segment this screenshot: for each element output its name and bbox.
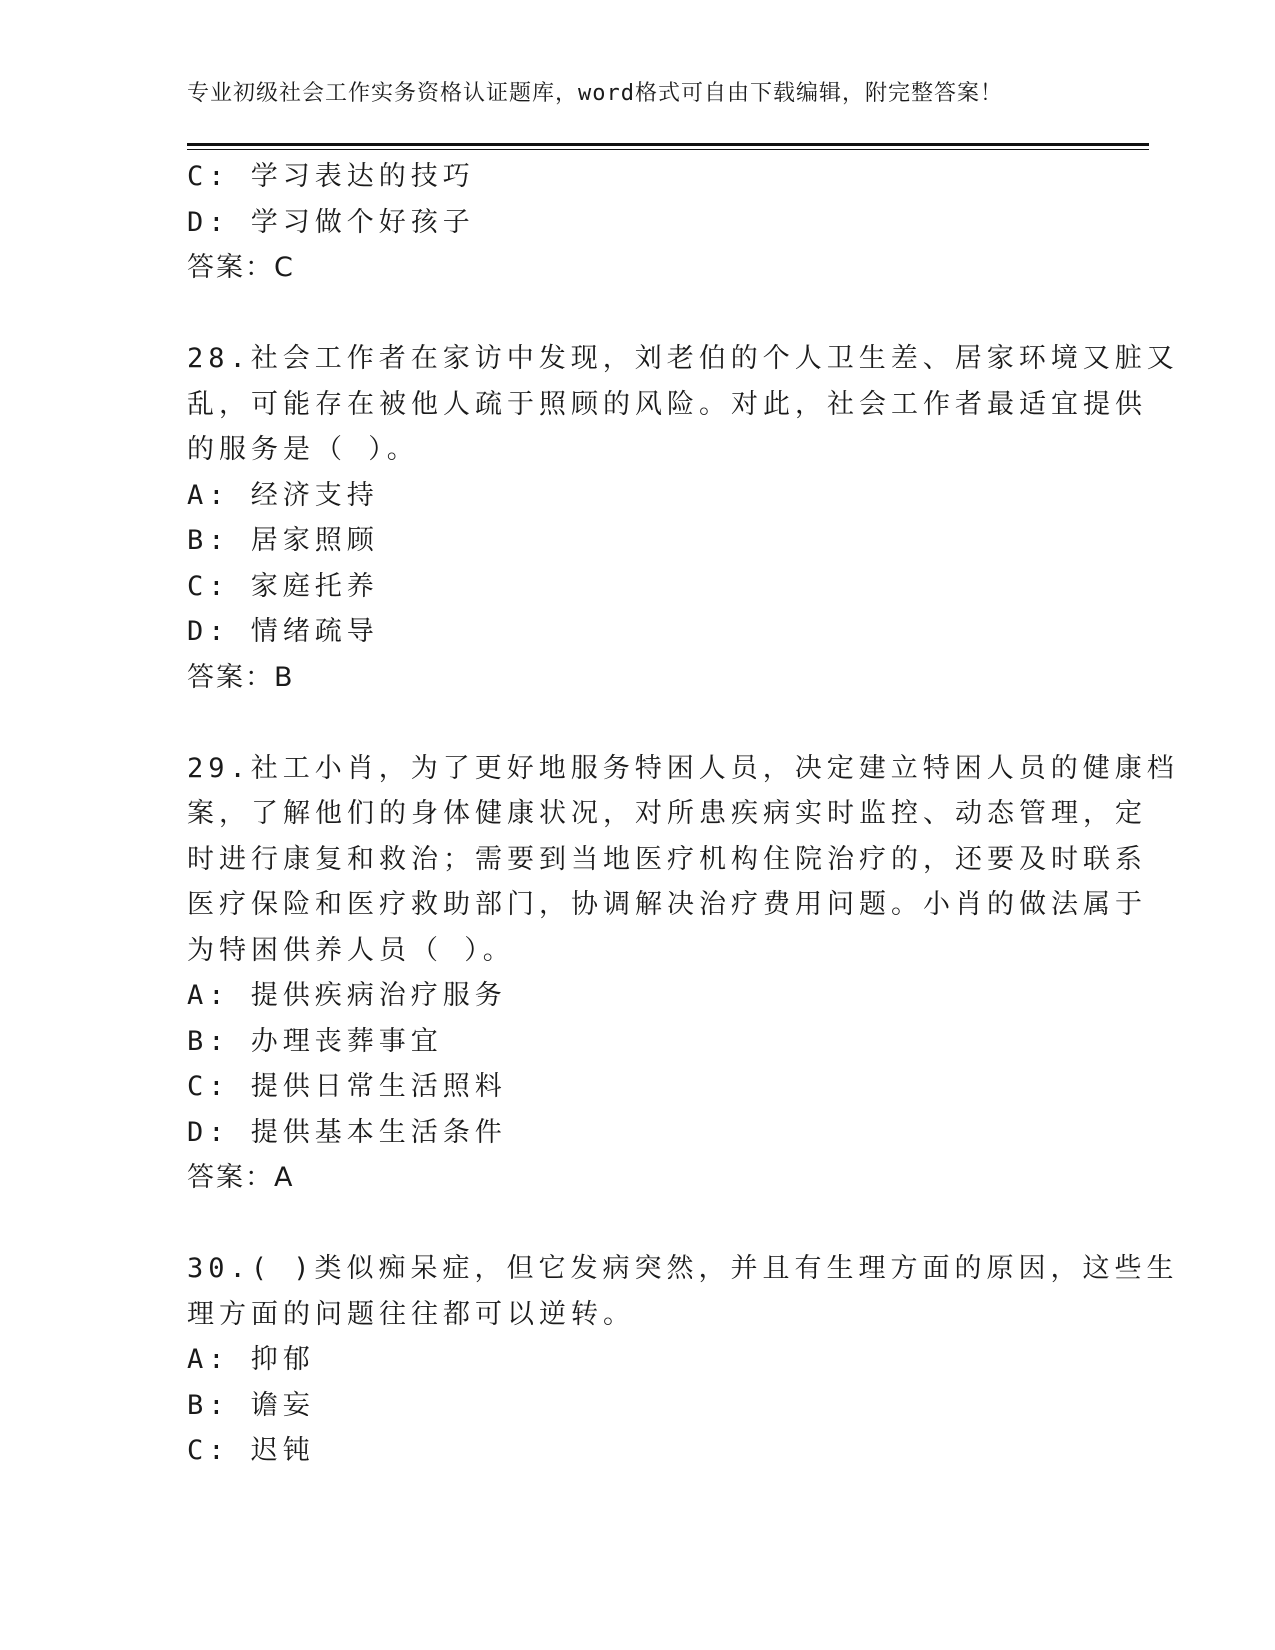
question-stem-line: 理方面的问题往往都可以逆转。 <box>187 1298 635 1330</box>
question-stem-line: 的服务是（ ）。 <box>187 434 419 465</box>
question-stem-line: 案，了解他们的身体健康状况，对所患疾病实时监控、动态管理，定 <box>187 798 1147 829</box>
question-stem-line: 为特困供养人员（ ）。 <box>187 934 515 966</box>
question-30 <box>187 1246 1179 1474</box>
option-a: A: 经济支持 <box>187 479 379 511</box>
answer-line: 答案：A <box>187 1162 295 1193</box>
option-b: B: 谵妄 <box>187 1389 315 1421</box>
option-c: C: 提供日常生活照料 <box>187 1071 507 1102</box>
option-c: C: 迟钝 <box>187 1435 315 1466</box>
question-stem-line: 时进行康复和救治；需要到当地医疗机构住院治疗的，还要及时联系 <box>187 843 1147 875</box>
question-29 <box>187 746 1179 1201</box>
spacer <box>187 291 1067 337</box>
option-d: D: 提供基本生活条件 <box>187 1116 507 1148</box>
page-header: 专业初级社会工作实务资格认证题库，word格式可自由下载编辑，附完整答案！ <box>187 81 1003 106</box>
answer-line: 答案：C <box>187 252 295 283</box>
spacer <box>187 700 1067 746</box>
spacer <box>187 1201 1067 1247</box>
option-b: B: 居家照顾 <box>187 525 379 556</box>
option-d: D: 学习做个好孩子 <box>187 206 475 238</box>
option-c: C: 家庭托养 <box>187 570 379 602</box>
question-content <box>187 154 1179 1474</box>
question-28 <box>187 336 1179 700</box>
question-stem-line: 30.( )类似痴呆症，但它发病突然，并且有生理方面的原因，这些生 <box>187 1253 1179 1284</box>
option-b: B: 办理丧葬事宜 <box>187 1025 443 1057</box>
option-a: A: 抑郁 <box>187 1344 315 1375</box>
question-stem-line: 29.社工小肖，为了更好地服务特困人员，决定建立特困人员的健康档 <box>187 752 1179 784</box>
answer-line: 答案：B <box>187 661 295 693</box>
header-rule-thick <box>187 143 1149 146</box>
option-a: A: 提供疾病治疗服务 <box>187 980 507 1011</box>
option-c: C: 学习表达的技巧 <box>187 161 475 192</box>
question-stem-line: 28.社会工作者在家访中发现，刘老伯的个人卫生差、居家环境又脏又 <box>187 343 1179 374</box>
option-d: D: 情绪疏导 <box>187 616 379 647</box>
header-rule-thin <box>187 149 1149 150</box>
question-stem-line: 乱，可能存在被他人疏于照顾的风险。对此，社会工作者最适宜提供 <box>187 388 1147 420</box>
prev-question <box>187 154 1067 291</box>
question-stem-line: 医疗保险和医疗救助部门，协调解决治疗费用问题。小肖的做法属于 <box>187 889 1147 920</box>
